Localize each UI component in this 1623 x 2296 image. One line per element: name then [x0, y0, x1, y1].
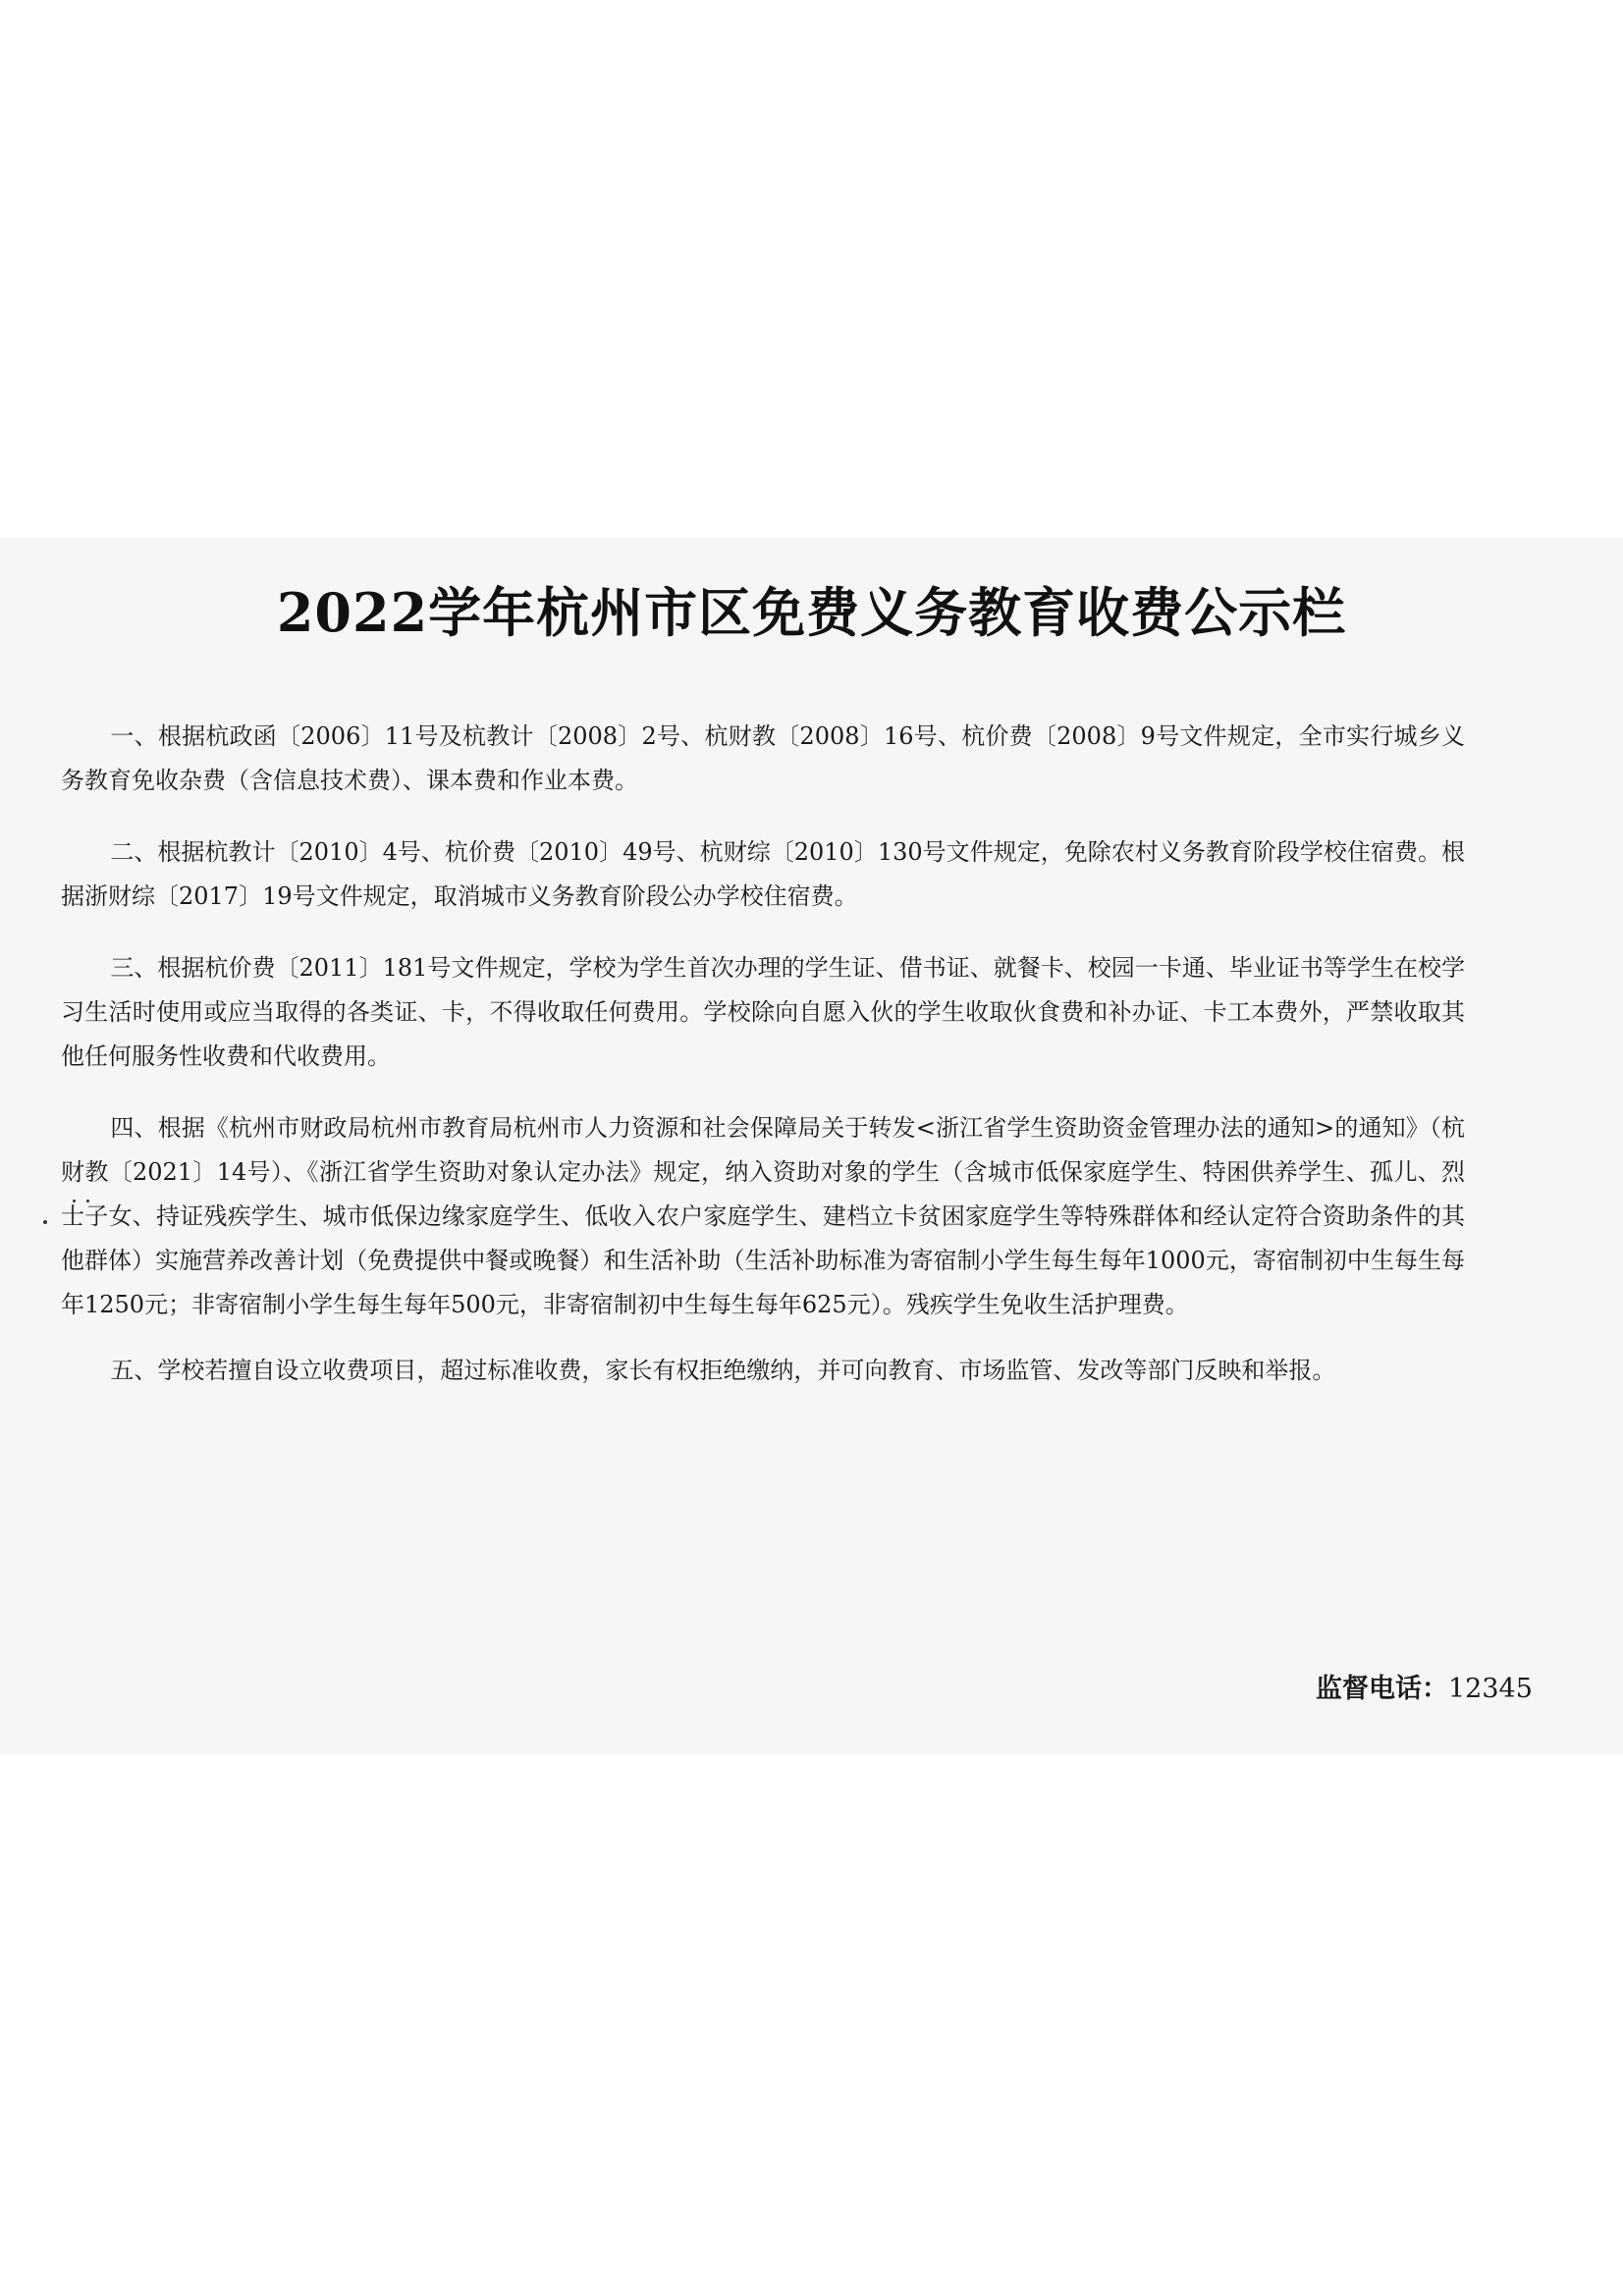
paragraph-4: 四、根据《杭州市财政局杭州市教育局杭州市人力资源和社会保障局关于转发<浙江省学生资助资金管理办法的通知>的通知》（杭财教〔2021〕14号）、《浙江省学生资助对象认定办法》规定，纳入资助对象的学生（含城市低保家庭学生、特困供养学生、孤儿、烈士子女、持证残疾学生、城市低保边缘家庭学生、低收入农户家庭学生、建档立卡贫困家庭学生等特殊群体和经认定符合资助条件的其他群体）实施营养改善计划（免费提供中餐或晚餐）和生活补助（生活补助标准为寄宿制小学生每生每年1000元，寄宿制初中生每生每年1250元；非寄宿制小学生每生每年500元，非寄宿制初中生每生每年625元）。残疾学生免收生活护理费。 [61, 1114, 1465, 1318]
notice-body [61, 715, 1465, 1420]
supervision-label: 监督电话： [1316, 1674, 1448, 1704]
paragraph-2: 二、根据杭教计〔2010〕4号、杭价费〔2010〕49号、杭财综〔2010〕130号文件规定，免除农村义务教育阶段学校住宿费。根据浙财综〔2017〕19号文件规定，取消城市义务教育阶段公办学校住宿费。 [61, 838, 1465, 910]
paragraph-3: 三、根据杭价费〔2011〕181号文件规定，学校为学生首次办理的学生证、借书证、就餐卡、校园一卡通、毕业证书等学生在校学习生活时使用或应当取得的各类证、卡，不得收取任何费用。学校除向自愿入伙的学生收取伙食费和补办证、卡工本费外，严禁收取其他任何服务性收费和代收费用。 [61, 954, 1465, 1070]
supervision-number: 12345 [1448, 1674, 1533, 1704]
scan-speck [73, 1200, 76, 1202]
scan-speck [43, 1220, 47, 1224]
scan-speck [86, 1200, 89, 1202]
paragraph-5: 五、学校若擅自设立收费项目，超过标准收费，家长有权拒绝缴纳，并可向教育、市场监管、发改等部门反映和举报。 [110, 1357, 1336, 1384]
paragraph-1: 一、根据杭政函〔2006〕11号及杭教计〔2008〕2号、杭财教〔2008〕16号、杭价费〔2008〕9号文件规定，全市实行城乡义务教育免收杂费（含信息技术费）、课本费和作业本费。 [61, 722, 1465, 794]
supervision-hotline [1316, 1667, 1533, 1705]
page-title: 2022学年杭州市区免费义务教育收费公示栏 [276, 581, 1347, 644]
